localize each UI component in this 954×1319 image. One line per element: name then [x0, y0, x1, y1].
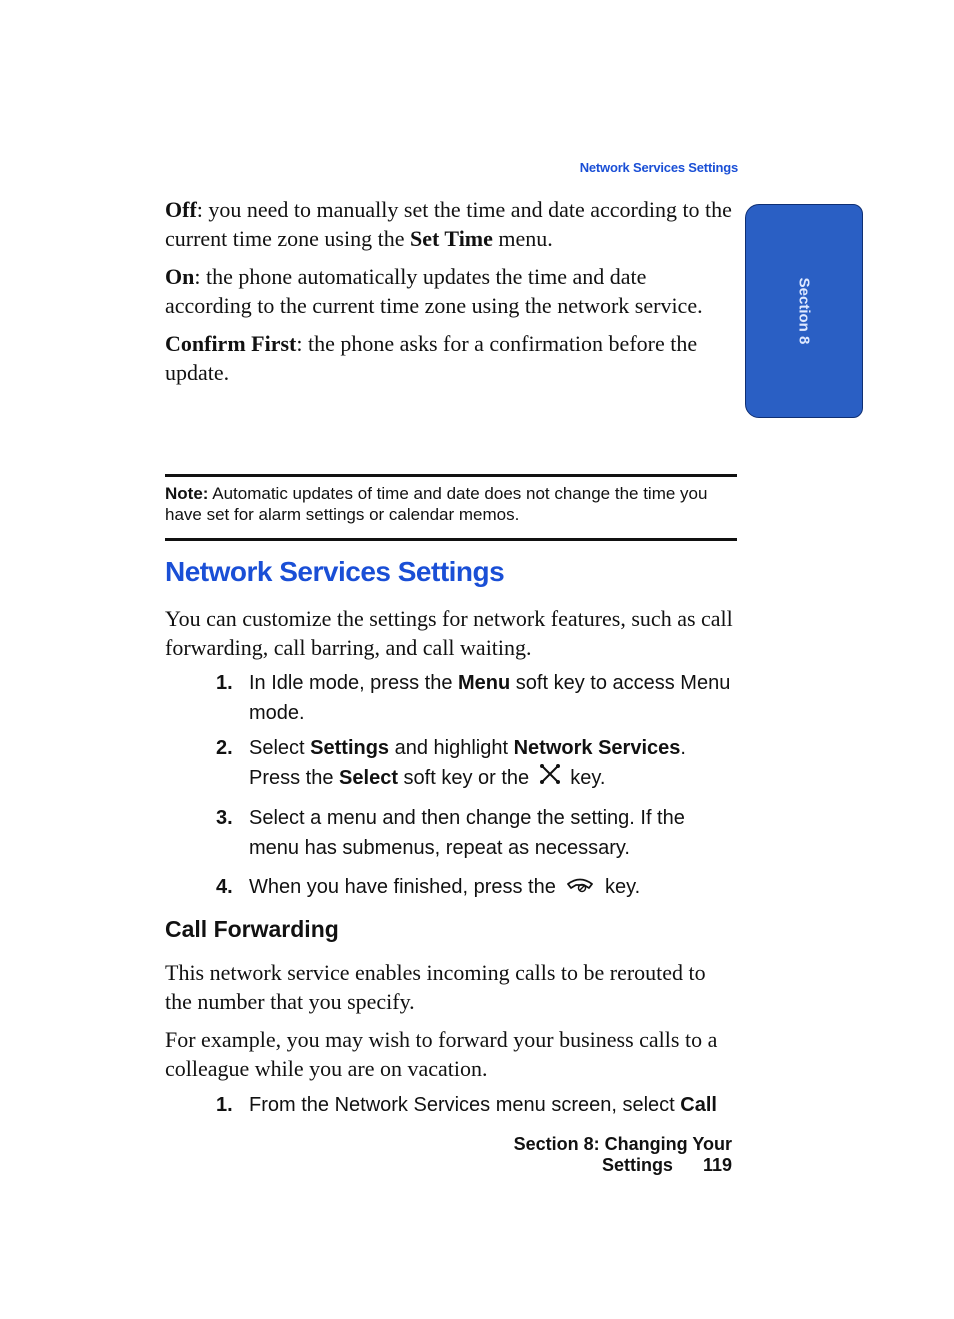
option-term: Confirm First — [165, 331, 297, 356]
step-key-name: Menu — [458, 672, 511, 694]
call-forwarding-step-1 — [216, 1090, 738, 1120]
step-number: 4. — [216, 876, 233, 898]
step-text — [249, 733, 738, 794]
step-text-part: From the Network Services menu screen, select — [249, 1094, 681, 1116]
call-forwarding-paragraph-1: This network service enables incoming calls to be rerouted to the number that you specify. — [165, 960, 706, 1014]
options-list — [165, 196, 738, 397]
step-text-part: soft key or the — [397, 767, 535, 789]
step-number: 2. — [216, 737, 233, 759]
option-text: : the phone automatically updates the time and date according to the current time zone using the network service. — [165, 264, 703, 318]
step-4 — [216, 872, 738, 903]
nav-select-key-icon — [539, 763, 561, 794]
option-term: Off — [165, 197, 197, 222]
step-text: Select a menu and then change the setting. If the menu has submenus, repeat as necessary. — [249, 807, 685, 859]
step-text-part: Select — [249, 737, 311, 759]
step-2 — [216, 733, 738, 794]
step-number: 1. — [216, 1094, 233, 1116]
note-box — [165, 474, 737, 541]
note-label: Note: — [165, 484, 209, 503]
step-key-name: Select — [339, 767, 398, 789]
step-menu-name: Settings — [310, 737, 390, 759]
option-text: : you need to manually set the time and date according to the current time zone using the — [165, 197, 732, 251]
step-number: 1. — [216, 672, 233, 694]
step-text-part: and highlight — [389, 737, 514, 759]
running-head: Network Services Settings — [579, 160, 738, 175]
option-on — [165, 263, 738, 320]
option-confirm-first — [165, 330, 738, 387]
step-number: 3. — [216, 807, 233, 829]
end-call-key-icon — [565, 873, 595, 903]
page-number: 119 — [702, 1155, 732, 1175]
option-tail: menu. — [492, 225, 553, 251]
section-tab-label: Section 8 — [795, 277, 813, 345]
step-text-part: key. — [599, 876, 641, 898]
step-text-part: . Press the — [249, 737, 686, 789]
section-heading: Network Services Settings — [165, 556, 505, 587]
option-text: : the phone asks for a confirmation before the update. — [165, 331, 698, 385]
step-text — [249, 668, 738, 728]
step-text-part: soft key to access Menu mode. — [249, 672, 731, 724]
step-menu-name: Network Services — [513, 737, 681, 759]
step-3 — [216, 803, 738, 863]
footer-section-title: Section 8: Changing Your Settings — [513, 1134, 732, 1175]
step-text-part: In Idle mode, press the — [249, 672, 459, 694]
page-footer — [380, 1134, 732, 1176]
step-text-part: When you have finished, press the — [249, 876, 562, 898]
step-menu-name: Call — [680, 1094, 717, 1116]
step-text-part: key. — [564, 767, 606, 789]
intro-paragraph: You can customize the settings for network features, such as call forwarding, call barring, and call waiting. — [165, 606, 733, 660]
subheading-call-forwarding: Call Forwarding — [165, 916, 339, 942]
option-off — [165, 196, 738, 253]
option-menu-name: Set Time — [409, 225, 493, 251]
section-tab — [745, 204, 863, 418]
option-term: On — [165, 264, 195, 289]
call-forwarding-paragraph-2: For example, you may wish to forward your business calls to a colleague while you are on vacation. — [165, 1027, 718, 1081]
step-text — [249, 872, 738, 903]
step-text — [249, 1090, 738, 1120]
step-1 — [216, 668, 738, 728]
note-text: Automatic updates of time and date does not change the time you have set for alarm settings or calendar memos. — [165, 484, 708, 524]
